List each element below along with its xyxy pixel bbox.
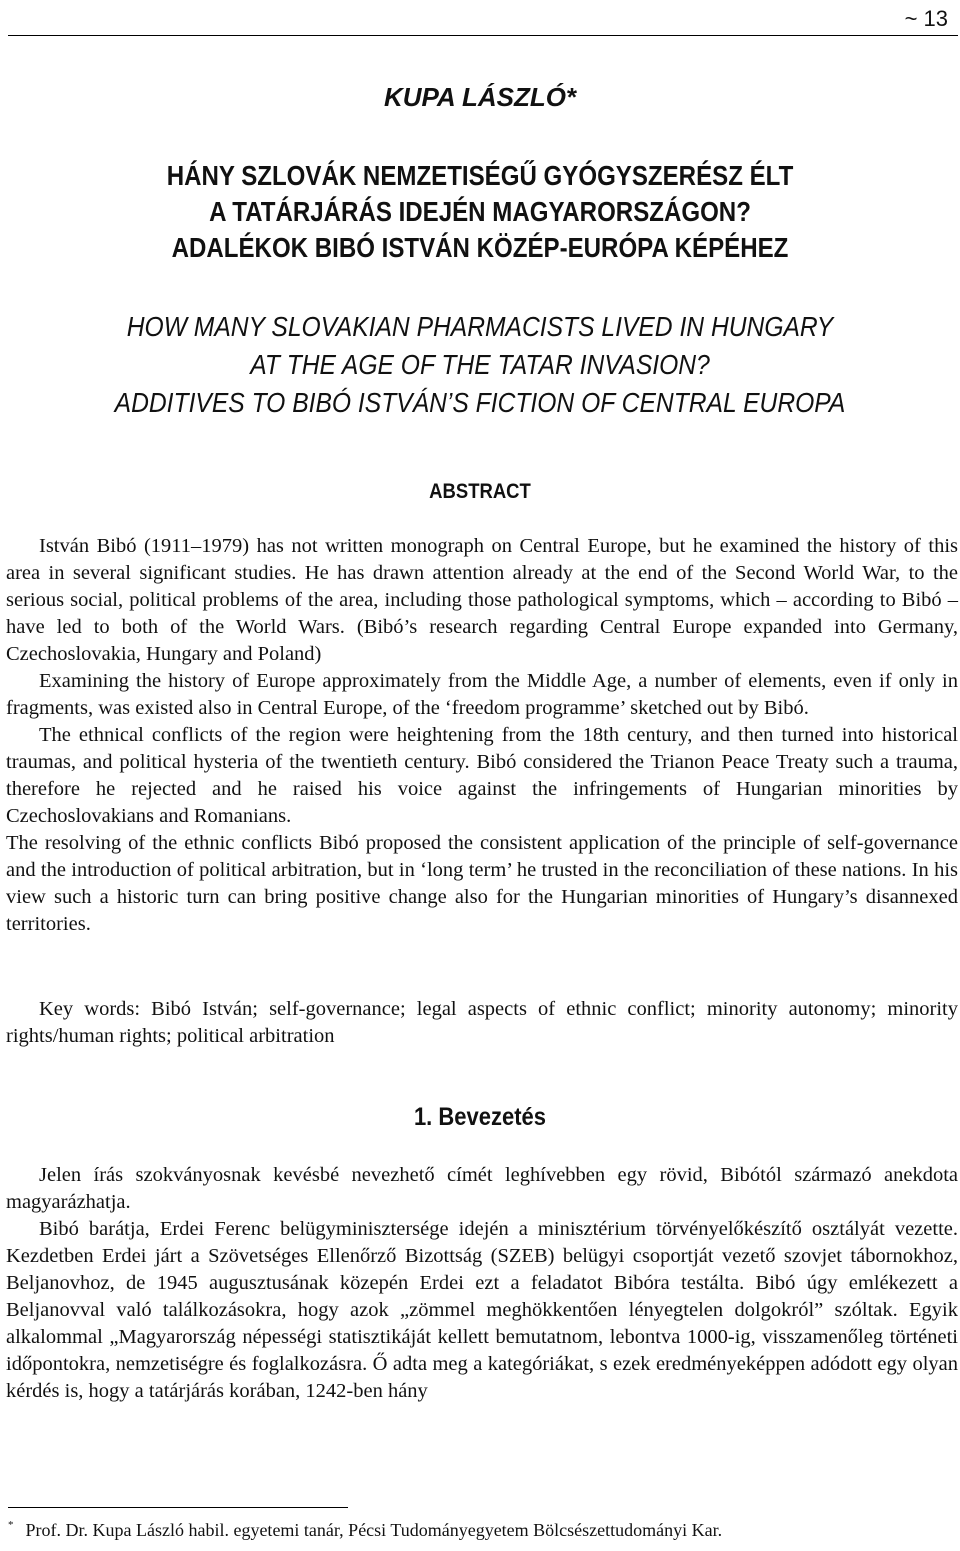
abstract-heading: ABSTRACT bbox=[429, 480, 531, 503]
title-hungarian bbox=[67, 158, 893, 266]
introduction-body bbox=[6, 1162, 958, 1405]
title-en-line: HOW MANY SLOVAKIAN PHARMACISTS LIVED IN HUNGARY bbox=[126, 311, 834, 342]
footnote-marker: * bbox=[8, 1519, 14, 1531]
keywords bbox=[6, 996, 958, 1050]
intro-paragraph: Jelen írás szokványosnak kevésbé nevezhető címét leghívebben egy rövid, Bibótól származó anekdota magyarázhatja. bbox=[6, 1164, 958, 1213]
footnote-text: Prof. Dr. Kupa László habil. egyetemi tanár, Pécsi Tudományegyetem Bölcsészettudományi Kar. bbox=[25, 1520, 723, 1540]
title-en-line: AT THE AGE OF THE TATAR INVASION? bbox=[250, 349, 710, 380]
footnote bbox=[8, 1519, 958, 1541]
abstract-body bbox=[6, 533, 958, 938]
header-rule bbox=[8, 35, 958, 36]
abstract-paragraph: The ethnical conflicts of the region were heightening from the 18th century, and then turned into historical traumas, and political hysteria of the twentieth century. Bibó considered the Trianon Peace Treaty such a trauma, therefore he rejected and he raised his voice against the infringements of Hungarian minorities by Czechoslovakians and Romanians. bbox=[6, 724, 958, 827]
title-hu-line: HÁNY SZLOVÁK NEMZETISÉGŰ GYÓGYSZERÉSZ ÉLT bbox=[166, 160, 794, 191]
title-en-line: ADDITIVES TO BIBÓ ISTVÁN’S FICTION OF CENTRAL EUROPA bbox=[114, 387, 846, 418]
title-english bbox=[58, 308, 903, 422]
author-name: KUPA LÁSZLÓ* bbox=[383, 82, 577, 112]
abstract-paragraph: Examining the history of Europe approximately from the Middle Age, a number of elements, even if only in fragments, was existed also in Central Europe, of the ‘freedom programme’ sketched out by Bibó. bbox=[6, 670, 958, 719]
page-number: ~ 13 bbox=[904, 6, 948, 31]
title-hu-line: A TATÁRJÁRÁS IDEJÉN MAGYARORSZÁGON? bbox=[209, 196, 751, 227]
section-heading: 1. Bevezetés bbox=[413, 1103, 547, 1131]
footnote-rule bbox=[8, 1507, 348, 1508]
abstract-paragraph: István Bibó (1911–1979) has not written monograph on Central Europe, but he examined the history of this area in several significant studies. He has drawn attention already at the end of the Second World War, to the serious social, political problems of the area, including those pathological symptoms, which – according to Bibó – have led to both of the World Wars. (Bibó’s research regarding Central Europe expanded into Germany, Czechoslovakia, Hungary and Poland) bbox=[6, 535, 958, 665]
keywords-text: Key words: Bibó István; self-governance; legal aspects of ethnic conflict; minority autonomy; minority rights/human rights; political arbitration bbox=[6, 998, 958, 1047]
abstract-paragraph: The resolving of the ethnic conflicts Bibó proposed the consistent application of the principle of self-governance and the introduction of political arbitration, but in ‘long term’ he trusted in the reconciliation of these nations. In his view such a historic turn can bring positive change also for the Hungarian minorities of Hungary’s disannexed territories. bbox=[6, 832, 958, 935]
title-hu-line: ADALÉKOK BIBÓ ISTVÁN KÖZÉP-EURÓPA KÉPÉHEZ bbox=[171, 232, 789, 263]
intro-paragraph: Bibó barátja, Erdei Ferenc belügyminisztersége idején a minisztérium törvényelőkészítő osztályát vezette. Kezdetben Erdei járt a Szövetséges Ellenőrző Bizottság (SZEB) belügyi csoportját vezető szovjet tábornokhoz, Beljanovhoz, de 1945 augusztusának közepén Erdei ezt a feladatot Bibóra testálta. Bibó úgy emlékezett a Beljanovval való találkozásokra, hogy azok „zömmel meghökkentően lényegtelen dolgokról” szóltak. Egyik alkalommal „Magyarország népességi statisztikáját kellett bemutatnom, lebontva 1000-ig, visszamenőleg történeti időpontokra, nemzetiségre és foglalkozásra. Ő adta meg a kategóriákat, s ezek eredményeképpen adódott egy olyan kérdés is, hogy a tatárjárás korában, 1242-ben hány bbox=[6, 1218, 958, 1402]
